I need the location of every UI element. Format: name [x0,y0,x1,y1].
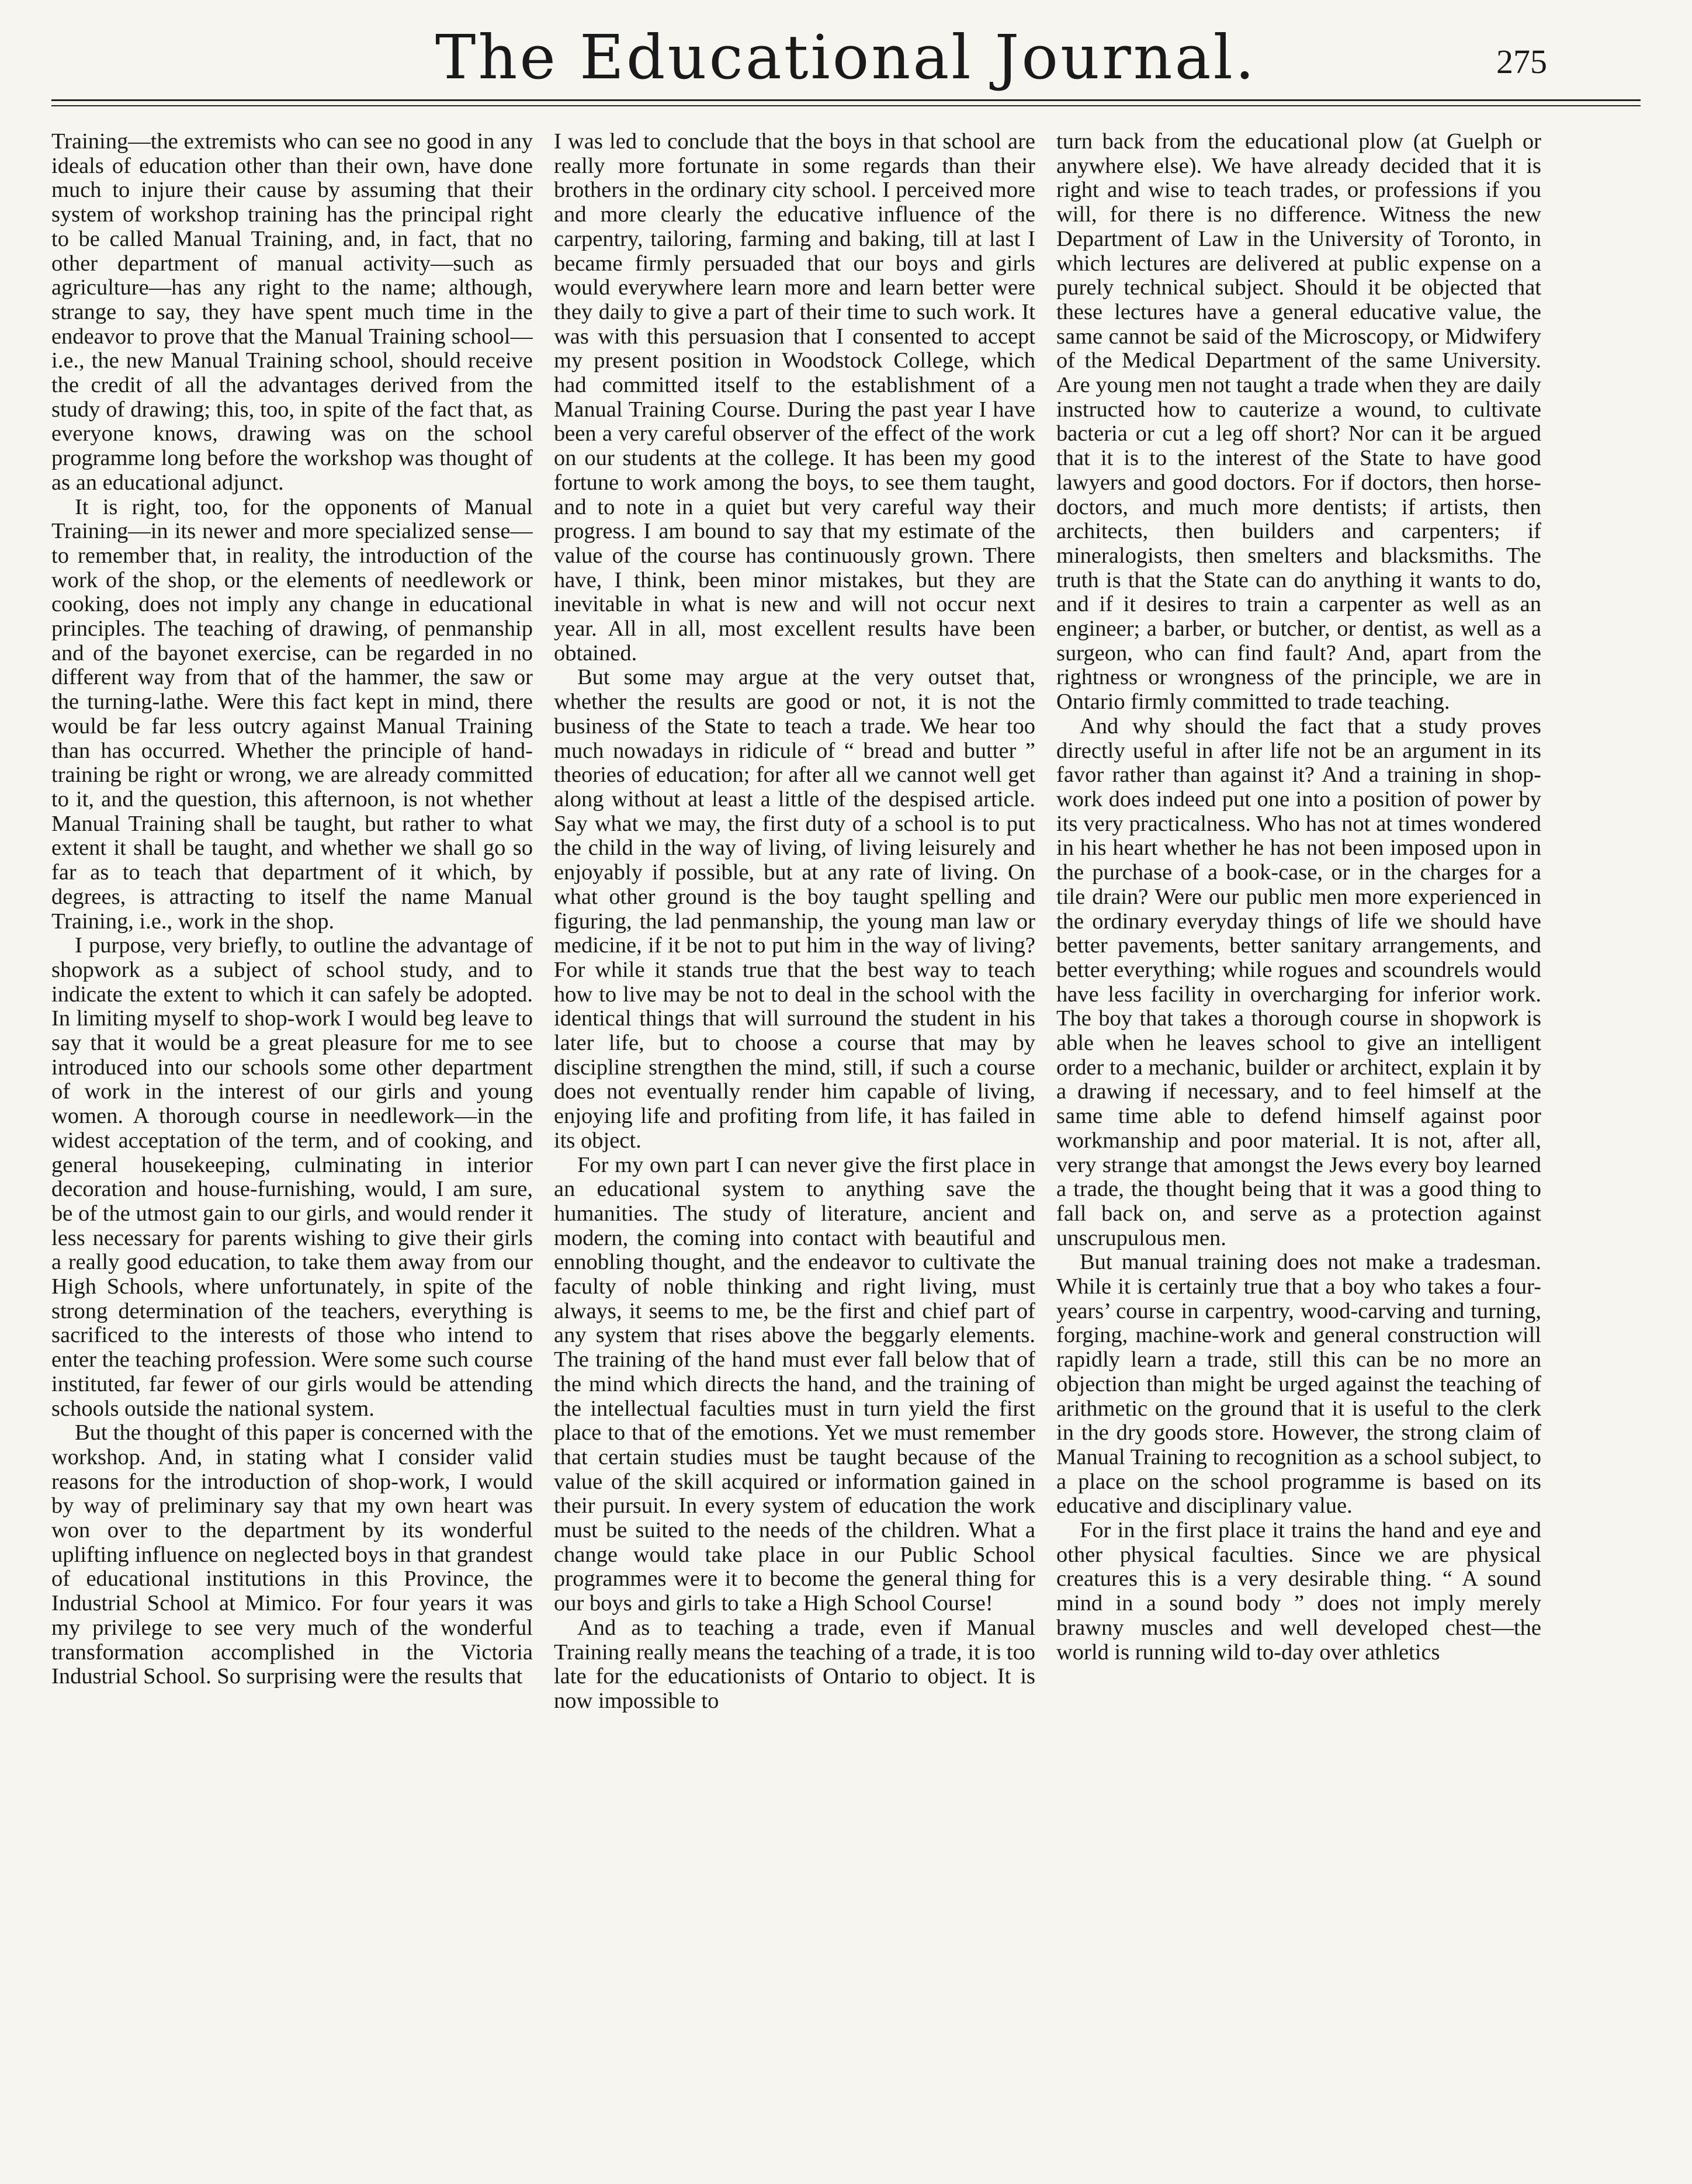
column-1 [51,130,533,2163]
paragraph: For my own part I can never give the first place in an educational system to anything save the humanities. The study of literature, ancient and modern, the coming into contact with beautiful and ennobling thought, and the endeavor to cultivate the faculty of noble thinking and right living, must always, it seems to me, be the first and chief part of any system that rises above the beggarly elements. The training of the hand must ever fall below that of the mind which directs the hand, and the training of the intellectual faculties must in turn yield the first place to that of the emotions. Yet we must remember that certain studies must be taught because of the value of the skill acquired or information gained in their pursuit. In every system of education the work must be suited to the needs of the children. What a change would take place in our Public School programmes were it to become the general thing for our boys and girls to take a High School Course! [554,1152,1035,1616]
header-rule-top [51,99,1641,101]
journal-title: The Educational Journal. [435,22,1257,93]
paragraph: But some may argue at the very outset that, whether the results are good or not, it is not the business of the State to teach a trade. We hear too much nowadays in ridicule of “ bread and butter ” theories of education; for after all we cannot well get along without at least a little of the despised article. Say what we may, the first duty of a school is to put the child in the way of living, of living leisurely and enjoyably if possible, but at any rate of living. On what other ground is the boy taught spelling and figuring, the lad penmanship, the young man law or medicine, if it be not to put him in the way of living? For while it stands true that the best way to teach how to live may be not to deal in the school with the identical things that will surround the student in his later life, but to choose a course that may by discipline strengthen the mind, still, if such a course does not eventually render him capable of living, enjoying life and profiting from life, it has failed in its object. [554,665,1035,1153]
paragraph: And as to teaching a trade, even if Manual Training really means the teaching of a trade, it is too late for the educationists of Ontario to object. It is now impossible to [554,1615,1035,1713]
paragraph: Training—the extremists who can see no good in any ideals of education other than their own, have done much to injure their cause by assuming that their system of workshop training has the principal right to be called Manual Training, and, in fact, that no other department of manual activity—such as agriculture—has any right to the name; although, strange to say, they have spent much time in the endeavor to prove that the Manual Training school—i.e., the new Manual Training school, should receive the credit of all the advantages derived from the study of drawing; this, too, in spite of the fact that, as everyone knows, drawing was on the school programme long before the workshop was thought of as an educational adjunct. [51,130,533,495]
column-2 [554,130,1035,2163]
paragraph: For in the first place it trains the hand and eye and other physical faculties. Since we are physical creatures this is a very desirable thing. “ A sound mind in a sound body ” does not imply merely brawny muscles and well developed chest—the world is running wild to-day over athletics [1056,1518,1541,1665]
paragraph: I was led to conclude that the boys in that school are really more fortunate in some regards than their brothers in the ordinary city school. I perceived more and more clearly the educative influence of the carpentry, tailoring, farming and baking, till at last I became firmly persuaded that our boys and girls would everywhere learn more and learn better were they daily to give a part of their time to such work. It was with this persuasion that I consented to accept my present position in Woodstock College, which had committed itself to the establishment of a Manual Training Course. During the past year I have been a very careful observer of the effect of the work on our students at the college. It has been my good fortune to work among the boys, to see them taught, and to note in a quiet but very careful way their progress. I am bound to say that my estimate of the value of the course has continuously grown. There have, I think, been minor mistakes, but they are inevitable in what is new and will not occur next year. All in all, most excellent results have been obtained. [554,130,1035,665]
paragraph: turn back from the educational plow (at Guelph or anywhere else). We have already decided that it is right and wise to teach trades, or professions if you will, for there is no difference. Witness the new Department of Law in the University of Toronto, in which lectures are delivered at public expense on a purely technical subject. Should it be objected that these lectures have a general educative value, the same cannot be said of the Microscopy, or Midwifery of the Medical Department of the same University. Are young men not taught a trade when they are daily instructed how to cauterize a wound, to cultivate bacteria or cut a leg off short? Nor can it be argued that it is to the interest of the State to have good lawyers and good doctors. For if doctors, then horse-doctors, and much more dentists; if artists, then architects, then builders and carpenters; if mineralogists, then smelters and blacksmiths. The truth is that the State can do anything it wants to do, and if it desires to train a carpenter as well as an engineer; a barber, or butcher, or dentist, as well as a surgeon, who can find fault? And, apart from the rightness or wrongness of the principle, we are in Ontario firmly committed to trade teaching. [1056,130,1541,715]
paragraph: It is right, too, for the opponents of Manual Training—in its newer and more specialized sense—to remember that, in reality, the introduction of the work of the shop, or the elements of needlework or cooking, does not imply any change in educational principles. The teaching of drawing, of penmanship and of the bayonet exercise, can be regarded in no different way from that of the hammer, the saw or the turning-lathe. Were this fact kept in mind, there would be far less outcry against Manual Training than has occurred. Whether the principle of hand-training be right or wrong, we are already committed to it, and the question, this afternoon, is not whether Manual Training shall be taught, but rather to what extent it shall be taught, and whether we shall go so far as to teach that department of it which, by degrees, is attracting to itself the name Manual Training, i.e., work in the shop. [51,494,533,934]
article-columns [51,130,1641,2163]
paragraph: But the thought of this paper is concerned with the workshop. And, in stating what I consider valid reasons for the introduction of shop-work, I would by way of preliminary say that my own heart was won over to the department by its wonderful uplifting influence on neglected boys in that grandest of educational institutions in this Province, the Industrial School at Mimico. For four years it was my privilege to see very much of the wonderful transformation accomplished in the Victoria Industrial School. So surprising were the results that [51,1420,533,1689]
paragraph: But manual training does not make a tradesman. While it is certainly true that a boy who takes a four-years’ course in carpentry, wood-carving and turning, forging, machine-work and general construction will rapidly learn a trade, still this can be no more an objection than might be urged against the teaching of arithmetic on the ground that it is useful to the clerk in the dry goods store. However, the strong claim of Manual Training to recognition as a school subject, to a place on the school programme is based on its educative and disciplinary value. [1056,1250,1541,1519]
masthead [51,16,1641,104]
column-3 [1056,130,1541,2163]
header-rule-bottom [51,105,1641,106]
paragraph: I purpose, very briefly, to outline the advantage of shopwork as a subject of school study, and to indicate the extent to which it can safely be adopted. In limiting myself to shop-work I would beg leave to say that it would be a great pleasure for me to see introduced into our schools some other department of work in the interest of our girls and young women. A thorough course in needlework—in the widest acceptation of the term, and of cooking, and general housekeeping, culminating in interior decoration and house-furnishing, would, I am sure, be of the utmost gain to our girls, and would render it less necessary for parents wishing to give their girls a really good education, to take them away from our High Schools, where unfortunately, in spite of the strong determination of the teachers, everything is sacrificed to the interests of those who intend to enter the teaching profession. Were some such course instituted, far fewer of our girls would be attending schools outside the national system. [51,933,533,1421]
paragraph: And why should the fact that a study proves directly useful in after life not be an argument in its favor rather than against it? And a training in shop-work does indeed put one into a position of power by its very practicalness. Who has not at times wondered in his heart whether he has not been imposed upon in the purchase of a book-case, or in the charges for a tile drain? Were our public men more experienced in the ordinary everyday things of life we should have better pavements, better sanitary arrangements, and better everything; while rogues and scoundrels would have less facility in overcharging for inferior work. The boy that takes a thorough course in shopwork is able when he leaves school to give an intelligent order to a mechanic, builder or architect, explain it by a drawing if necessary, and to feel himself at the same time able to defend himself against poor workmanship and poor material. It is not, after all, very strange that amongst the Jews every boy learned a trade, the thought being that it was a good thing to fall back on, and serve as a protection against unscrupulous men. [1056,713,1541,1250]
page-number: 275 [1496,43,1547,81]
